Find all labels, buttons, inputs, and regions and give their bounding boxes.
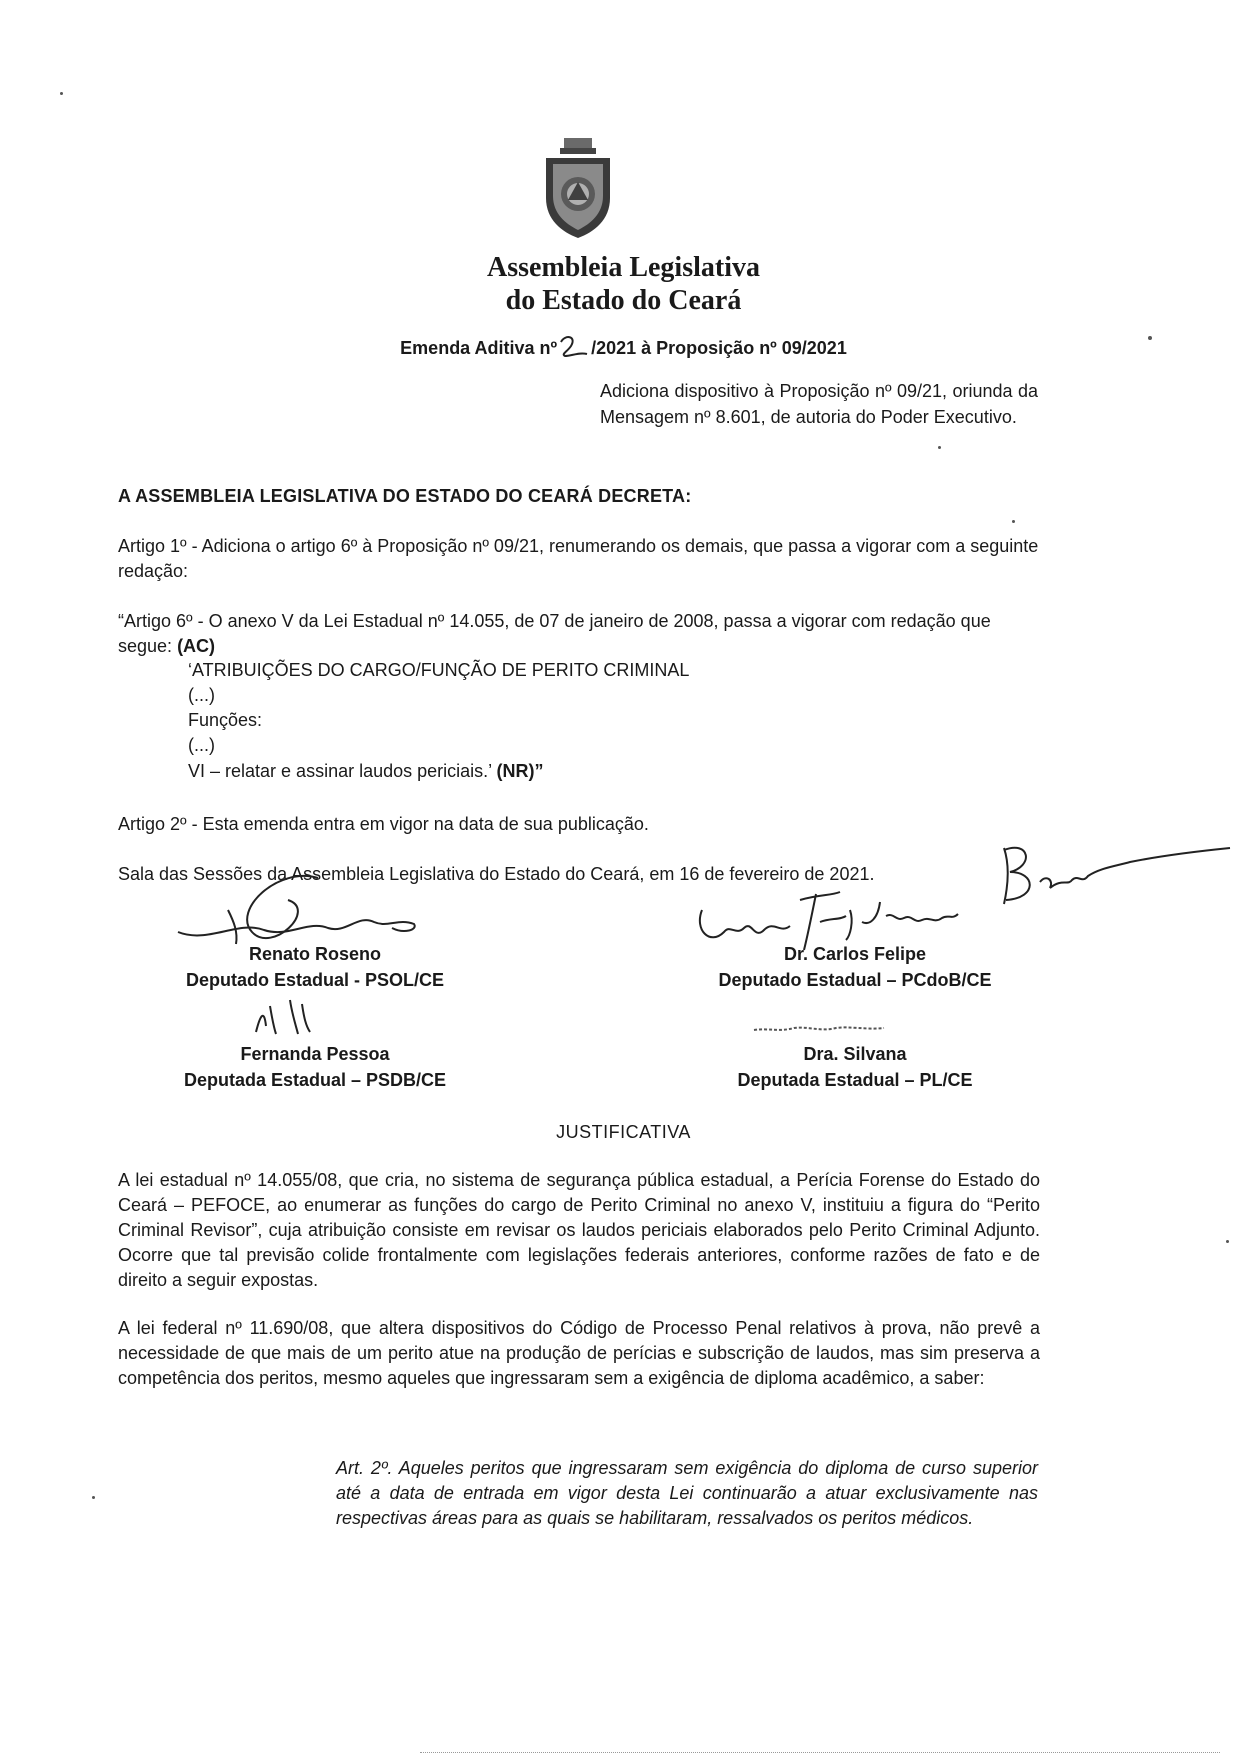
institution-name-line2: do Estado do Ceará (505, 285, 742, 316)
institution-name-line1: Assembleia Legislativa (487, 252, 760, 283)
signatory-name: Dra. Silvana (803, 1044, 907, 1064)
article-2: Artigo 2º - Esta emenda entra em vigor na data de sua publicação. (118, 814, 649, 834)
article-1: Artigo 1º - Adiciona o artigo 6º à Proposição nº 09/21, renumerando os demais, que passa a vigorar com a seguinte redação: (118, 536, 1039, 581)
scan-speck (1226, 1240, 1229, 1243)
signatory-role: Deputado Estadual - PSOL/CE (185, 970, 445, 990)
scan-speck (1148, 336, 1152, 340)
article-6-line: (...) (188, 735, 215, 755)
session-place-date: Sala das Sessões da Assembleia Legislativa do Estado do Ceará, em 16 de fevereiro de 2021. (118, 864, 875, 884)
article-6-tag: (AC) (177, 636, 216, 656)
signature-extra (990, 836, 1240, 916)
article-6-end-tag: (NR)” (496, 761, 544, 781)
signature-fernanda-pessoa (250, 996, 320, 1040)
emenda-title (0, 334, 1247, 359)
ementa: Adiciona dispositivo à Proposição nº 09/21, oriunda da Mensagem nº 8.601, de autoria do Poder Executivo. (600, 381, 1038, 427)
emenda-prefix: Emenda Aditiva nº (400, 338, 558, 358)
signatory-role: Deputado Estadual – PCdoB/CE (718, 970, 992, 990)
article-6-line: ‘ATRIBUIÇÕES DO CARGO/FUNÇÃO DE PERITO CRIMINAL (188, 660, 690, 680)
signatory-name: Fernanda Pessoa (240, 1044, 390, 1064)
article-6-line: VI – relatar e assinar laudos periciais.’ (188, 761, 492, 781)
justification-paragraph-2: A lei federal nº 11.690/08, que altera dispositivos do Código de Processo Penal relativos à prova, não prevê a necessidade de que mais de um perito atue na produção de perícias e subscrição de laudos, mas sim preserva a competência dos peritos, mesmo aqueles que ingressaram sem a exigência de diploma acadêmico, a saber: (118, 1318, 1040, 1388)
scan-speck (92, 1496, 95, 1499)
article-6-line: Funções: (188, 710, 263, 730)
scan-edge-line (420, 1752, 1220, 1753)
state-coat-of-arms-icon (538, 136, 618, 240)
article-6-intro (118, 609, 1040, 659)
signatory-name: Renato Roseno (248, 944, 381, 964)
signatory-name: Dr. Carlos Felipe (783, 944, 927, 964)
scan-speck (60, 92, 63, 95)
article-6-text: “Artigo 6º - O anexo V da Lei Estadual nº 14.055, de 07 de janeiro de 2008, passa a vigorar com redação que segue: (118, 611, 991, 656)
article-6-line-last (188, 759, 544, 784)
justification-paragraph-1: A lei estadual nº 14.055/08, que cria, no sistema de segurança pública estadual, a Perícia Forense do Estado do Ceará – PEFOCE, ao enumerar as funções do cargo de Perito Criminal no anexo V, instituiu a figura do “Perito Criminal Revisor”, cuja atribuição consiste em revisar os laudos periciais elaborados pelo Perito Criminal Adjunto. Ocorre que tal previsão colide frontalmente com legislações federais anteriores, conforme razões de fato e de direito a seguir expostas. (118, 1170, 1040, 1290)
legal-quote: Art. 2º. Aqueles peritos que ingressaram sem exigência do diploma de curso superior até a data de entrada em vigor desta Lei continuarão a atuar exclusivamente nas respectivas áreas para as quais se habilitaram, ressalvados os peritos médicos. (336, 1458, 1038, 1528)
scan-speck (1012, 520, 1015, 523)
article-6-line: (...) (188, 685, 215, 705)
decree-heading: A ASSEMBLEIA LEGISLATIVA DO ESTADO DO CEARÁ DECRETA: (118, 486, 692, 506)
signatory-role: Deputada Estadual – PSDB/CE (183, 1070, 447, 1090)
justification-title: JUSTIFICATIVA (556, 1122, 691, 1142)
handwritten-number-icon (557, 334, 591, 358)
signatory-role: Deputada Estadual – PL/CE (737, 1070, 973, 1090)
emenda-suffix: /2021 à Proposição nº 09/2021 (591, 338, 847, 358)
scan-speck (938, 446, 941, 449)
signature-silvana (750, 1020, 890, 1040)
